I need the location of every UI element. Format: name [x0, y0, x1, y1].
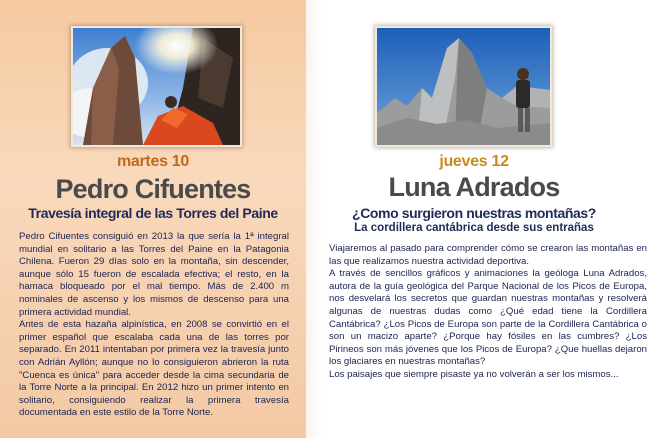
- speaker-name: Luna Adrados: [388, 172, 560, 202]
- talk-title: Travesía integral de las Torres del Paine: [28, 205, 278, 221]
- left-page: [0, 0, 306, 438]
- climber-photo: [73, 28, 240, 145]
- talk-title: ¿Como surgieron nuestras montañas?: [352, 205, 596, 221]
- paragraph: Pedro Cifuentes consiguió en 2013 la que sería la 1ª integral mundial en solitario a las Torres del Paine en la Patagonia Chilena. Fueron 29 días solo en la montaña, sin descender, aunque sólo 15 fueron de escalada efectiva; el resto, en la hamaca bloqueado por el mal tiempo. Más de 2.400 m nominales de ascenso y los mismos de descenso para una primera actividad mundial.: [19, 231, 289, 318]
- speaker-name: Pedro Cifuentes: [55, 174, 251, 204]
- event-date: martes 10: [116, 153, 190, 170]
- paragraph: Viajaremos al pasado para comprender cómo se crearon las montañas en las que realizamos nuestra actividad deportiva.: [329, 243, 647, 267]
- paragraph: Los paisajes que siempre pisaste ya no volverán a ser los mismos...: [329, 368, 619, 380]
- geologist-photo: [377, 28, 550, 145]
- talk-subtitle: La cordillera cantábrica desde sus entrañas: [354, 222, 594, 234]
- paragraph: Antes de esta hazaña alpinística, en 2008 se convirtió en el primer español que escalaba cada una de las torres por separado. En 2011 intentaban por primera vez la travesía junto con Adrián Ayllón; aunque no lo consiguieron abrieron la ruta "Cuenca es única" para acceder desde la cima secundaria de la Torre Norte a la principal. En 2012 hizo un primer intento en solitario, consiguiendo realizar la primera travesía documentada en este estilo de la Torre Norte.: [19, 319, 289, 419]
- right-page: [324, 0, 670, 438]
- event-date: jueves 12: [439, 153, 509, 170]
- talk-description: [329, 243, 647, 382]
- page-gutter: [306, 0, 324, 438]
- talk-description: [19, 231, 289, 420]
- paragraph: A través de sencillos gráficos y animaciones la geóloga Luna Adrados, autora de la guía geológica del Parque Nacional de los Picos de Europa, nos desvelará los secretos que guardan nuestras montañas y resolverá algunas de nuestras dudas como ¿Qué edad tiene la Cordillera Cantábrica? ¿Los Picos de Europa son parte de la Cordillera Cantábrica o son un macizo aparte? ¿Porque hay fósiles en las cumbres? ¿Los Pirineos son más jóvenes que los Picos de Europa? ¿Que huellas dejaron los glaciares en nuestras montañas?: [329, 268, 647, 368]
